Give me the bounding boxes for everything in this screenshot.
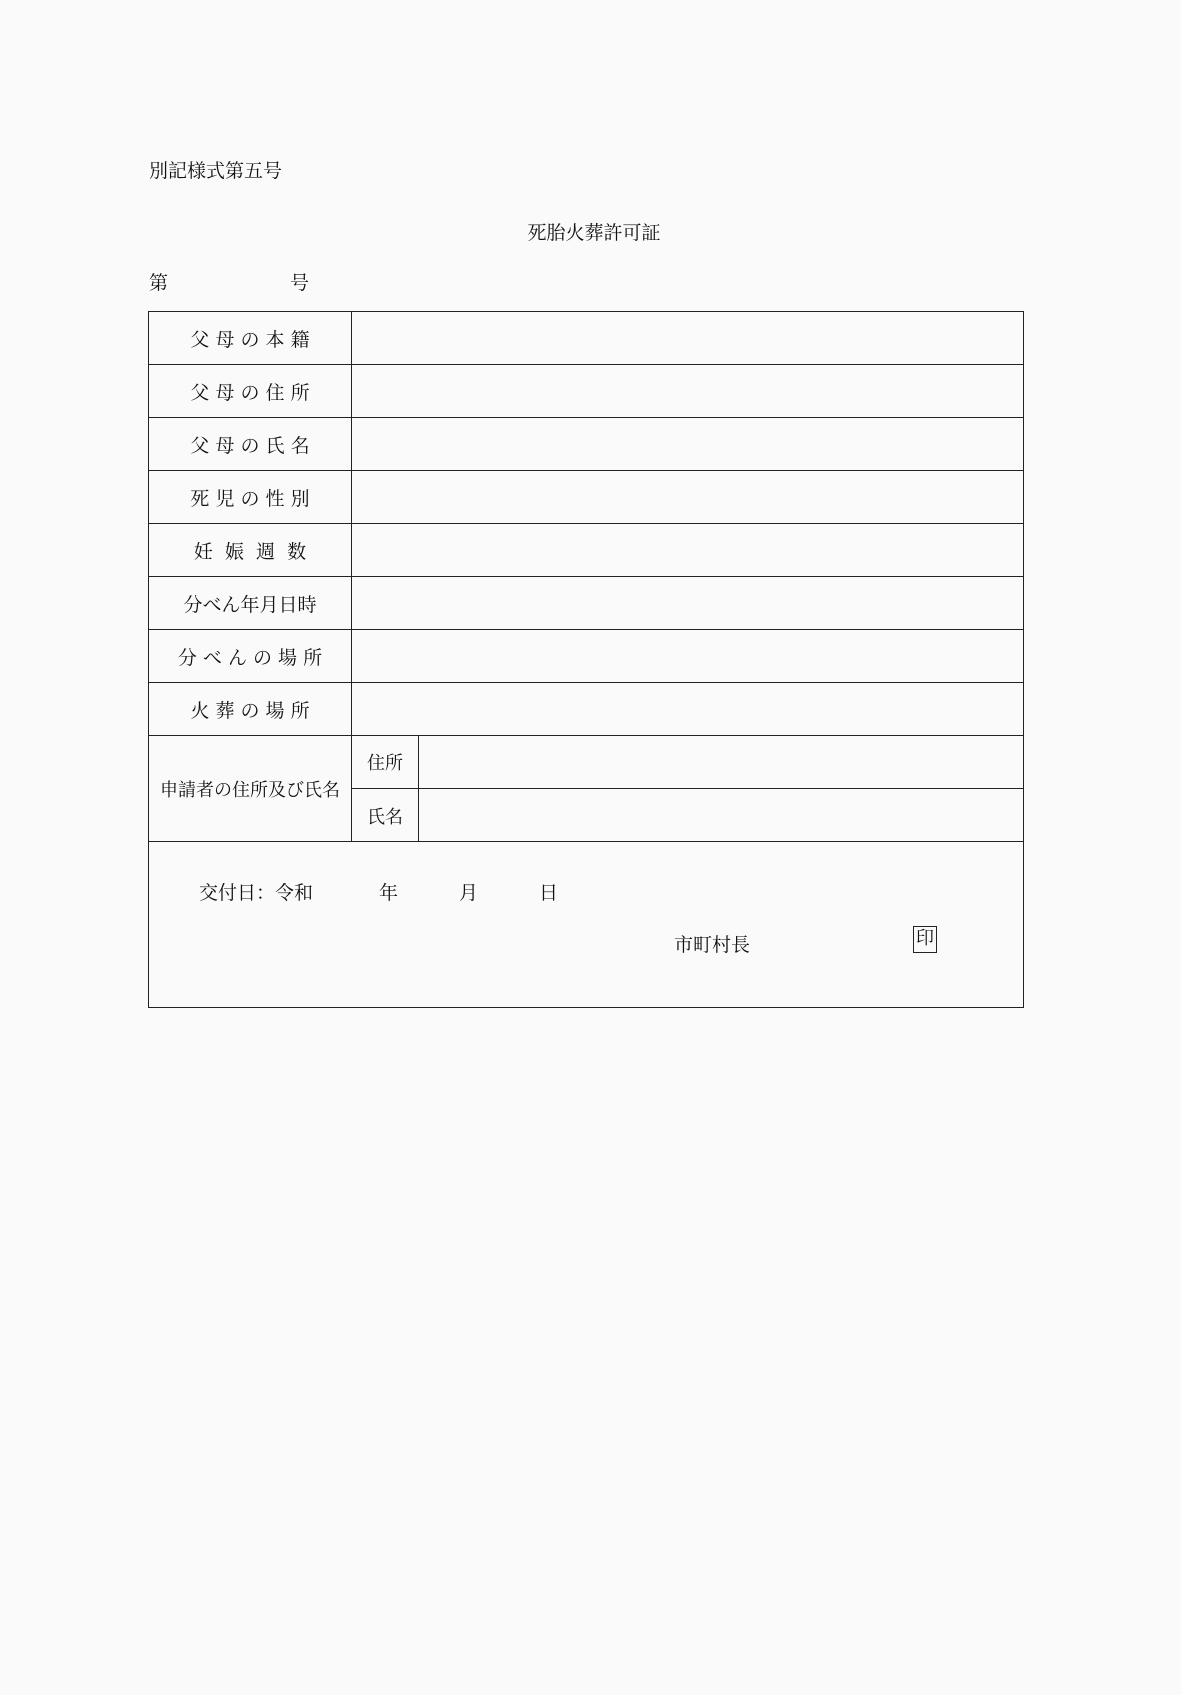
parents-name-field[interactable] bbox=[352, 418, 1023, 470]
row-label: 分べん年月日時 bbox=[149, 577, 352, 629]
applicant-name-row bbox=[352, 789, 1023, 842]
row-parents-registered-domicile bbox=[149, 312, 1023, 365]
row-label: 父 母 の 本 籍 bbox=[149, 312, 352, 364]
parents-domicile-field[interactable] bbox=[352, 312, 1023, 364]
delivery-datetime-field[interactable] bbox=[352, 577, 1023, 629]
applicant-address-field[interactable] bbox=[419, 736, 1023, 788]
row-delivery-place bbox=[149, 630, 1023, 683]
mayor-label: 市町村長 bbox=[674, 934, 751, 956]
row-label: 父 母 の 住 所 bbox=[149, 365, 352, 417]
applicant-label: 申請者の住所及び氏名 bbox=[149, 736, 352, 841]
row-label: 分 べ ん の 場 所 bbox=[149, 630, 352, 682]
applicant-name-label: 氏名 bbox=[352, 789, 419, 842]
permit-form-table bbox=[148, 311, 1024, 1008]
applicant-address-label: 住所 bbox=[352, 736, 419, 788]
delivery-place-field[interactable] bbox=[352, 630, 1023, 682]
row-stillborn-sex bbox=[149, 471, 1023, 524]
row-label: 死 児 の 性 別 bbox=[149, 471, 352, 523]
row-parents-name bbox=[149, 418, 1023, 471]
issue-month-label: 月 bbox=[459, 882, 479, 904]
parents-address-field[interactable] bbox=[352, 365, 1023, 417]
row-applicant bbox=[149, 736, 1023, 842]
row-gestation-weeks bbox=[149, 524, 1023, 577]
serial-prefix: 第 bbox=[149, 272, 169, 294]
issue-year-label: 年 bbox=[379, 882, 399, 904]
applicant-name-field[interactable] bbox=[419, 789, 1023, 842]
applicant-address-row bbox=[352, 736, 1023, 789]
serial-suffix: 号 bbox=[290, 272, 310, 294]
document-title: 死胎火葬許可証 bbox=[527, 222, 661, 244]
row-label: 火 葬 の 場 所 bbox=[149, 683, 352, 735]
form-number: 別記様式第五号 bbox=[149, 160, 283, 182]
row-cremation-place bbox=[149, 683, 1023, 736]
row-label: 妊 娠 週 数 bbox=[149, 524, 352, 576]
row-parents-address bbox=[149, 365, 1023, 418]
cremation-place-field[interactable] bbox=[352, 683, 1023, 735]
issue-date-label: 交付日：令和 bbox=[199, 882, 314, 904]
row-delivery-datetime bbox=[149, 577, 1023, 630]
issue-day-label: 日 bbox=[539, 882, 559, 904]
row-label: 父 母 の 氏 名 bbox=[149, 418, 352, 470]
stillborn-sex-field[interactable] bbox=[352, 471, 1023, 523]
seal-stamp: 印 bbox=[913, 926, 937, 953]
gestation-weeks-field[interactable] bbox=[352, 524, 1023, 576]
